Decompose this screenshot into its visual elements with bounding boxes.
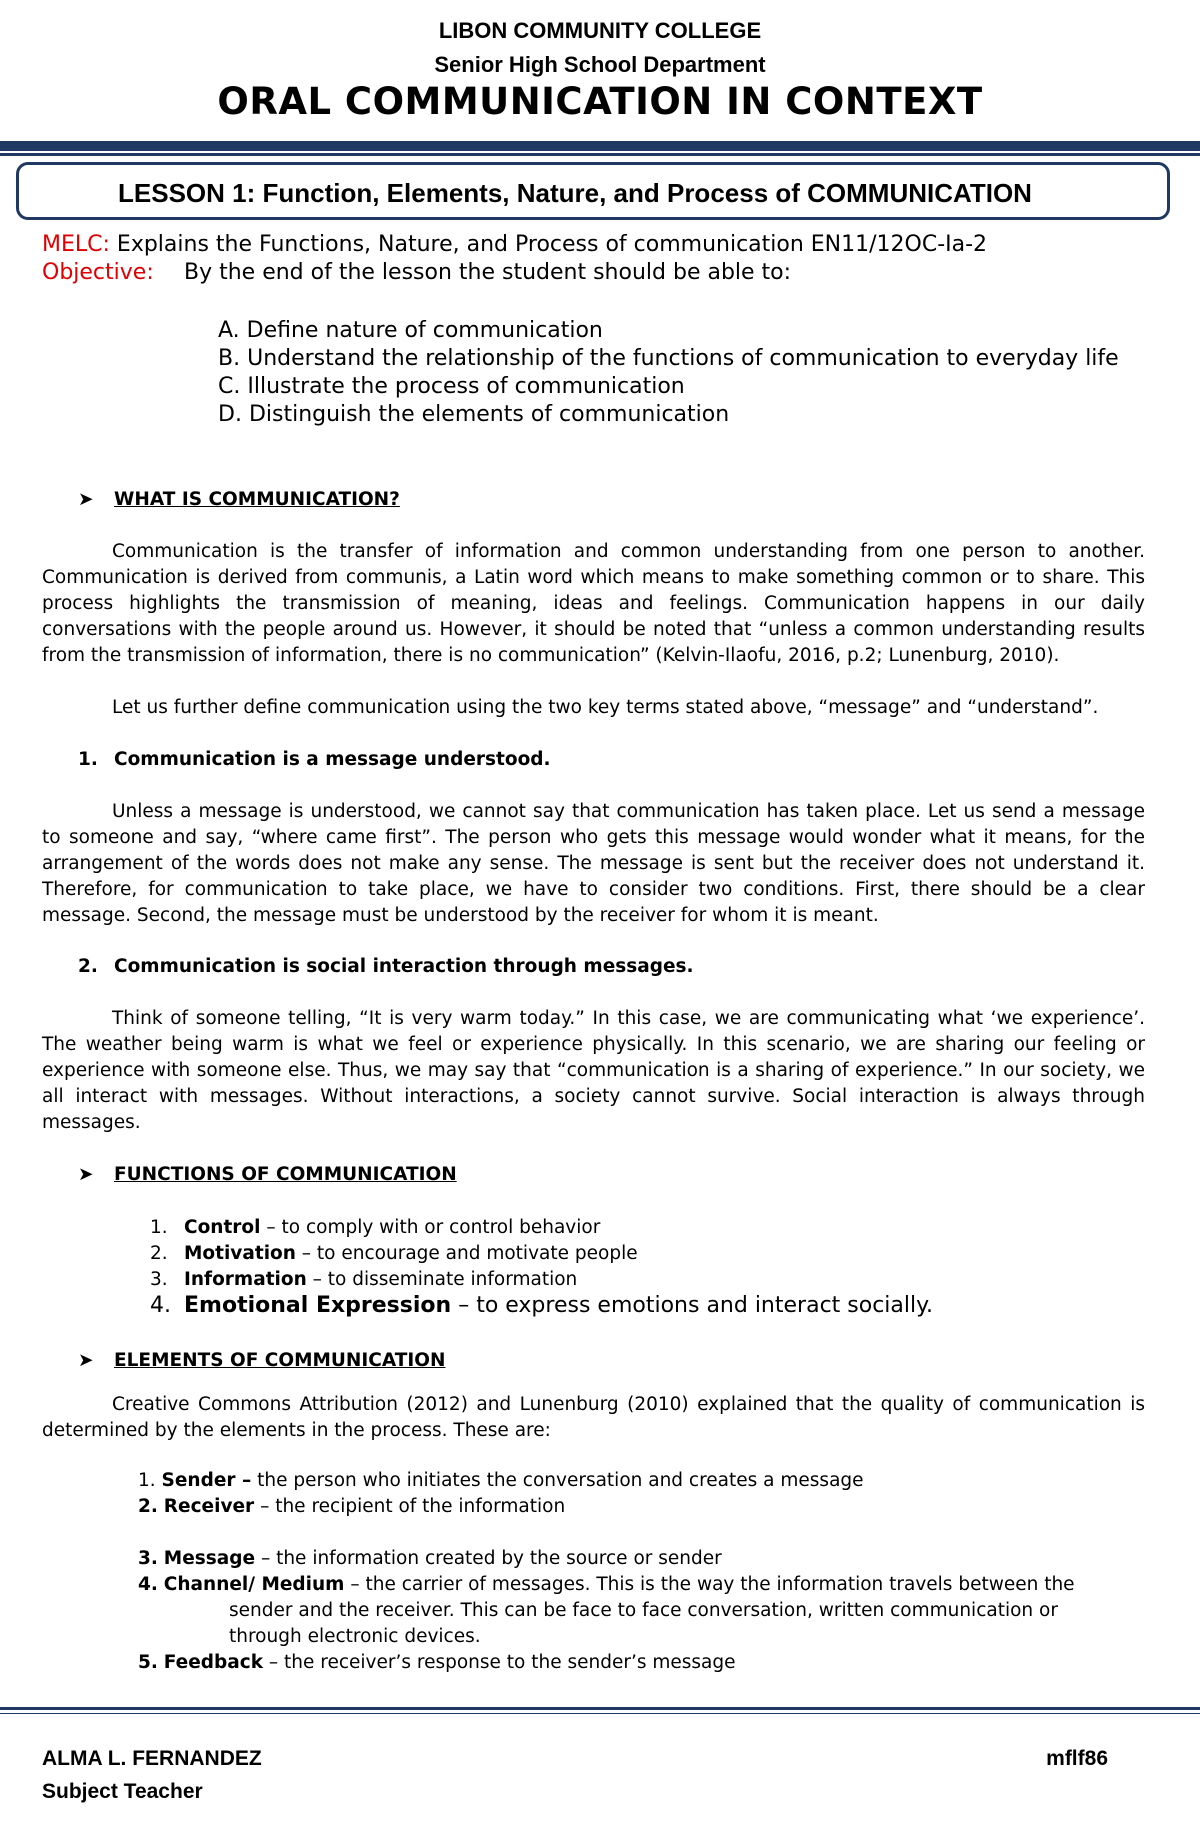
- point1-marker: 1.: [78, 749, 98, 770]
- objective-item: [218, 318, 603, 343]
- melc-line: [42, 232, 987, 257]
- college-name: LIBON COMMUNITY COLLEGE: [438, 18, 762, 43]
- element-item: [138, 1574, 1075, 1595]
- objective-text-a: Define nature of communication: [246, 318, 603, 343]
- objective-item: [218, 402, 729, 427]
- objective-item: [218, 374, 685, 399]
- objective-text-d: Distinguish the elements of communication: [248, 402, 730, 427]
- header-rule-thin: [0, 153, 1200, 156]
- objective-marker: B.: [218, 346, 241, 371]
- function-desc: – to disseminate information: [306, 1269, 578, 1290]
- point1-paragraph: Unless a message is understood, we cannot say that communication has taken place. Let us send a message to someone and say, “where came first”. The person who gets this message would wonder what it means, for the arrangement of the words does not make any sense. The message is sent but the receiver does not understand it. Therefore, for communication to take place, we have to consider two conditions. First, there should be a clear message. Second, the message must be understood by the receiver for whom it is meant.: [42, 801, 1145, 926]
- element-marker: 4.: [138, 1574, 158, 1595]
- functions-heading: [78, 1164, 457, 1185]
- function-desc: – to comply with or control behavior: [260, 1217, 601, 1238]
- element-term: Channel/ Medium: [163, 1574, 345, 1595]
- functions-heading-text: FUNCTIONS OF COMMUNICATION: [114, 1164, 457, 1185]
- function-marker: 3.: [150, 1269, 168, 1290]
- element-marker: 3.: [138, 1548, 158, 1569]
- arrow-bullet-icon: ➤: [78, 489, 94, 510]
- lesson-title: LESSON 1: Function, Elements, Nature, and Process of COMMUNICATION: [118, 178, 1032, 208]
- function-item: [150, 1217, 600, 1238]
- what-is-heading: [78, 489, 400, 510]
- function-desc: – to express emotions and interact socially.: [451, 1293, 933, 1318]
- function-term: Motivation: [184, 1243, 296, 1264]
- melc-label: MELC:: [42, 232, 110, 257]
- element-item: [138, 1652, 736, 1673]
- document-code: mflf86: [1046, 1747, 1108, 1770]
- element-marker: 2.: [138, 1496, 158, 1517]
- department-name: Senior High School Department: [434, 52, 766, 77]
- element-term: Receiver: [163, 1496, 255, 1517]
- element-marker: 5.: [138, 1652, 158, 1673]
- element-item: [138, 1548, 722, 1569]
- function-marker: 4.: [150, 1293, 171, 1318]
- what-is-heading-text: WHAT IS COMMUNICATION?: [114, 489, 400, 510]
- elements-heading: [78, 1350, 445, 1371]
- element-marker: 1.: [138, 1470, 156, 1491]
- objective-text: By the end of the lesson the student should be able to:: [184, 260, 792, 285]
- function-item: [150, 1293, 933, 1318]
- subject-title: ORAL COMMUNICATION IN CONTEXT: [217, 80, 983, 123]
- function-item: [150, 1269, 577, 1290]
- melc-text: Explains the Functions, Nature, and Process of communication EN11/12OC-Ia-2: [109, 232, 988, 257]
- objective-label: Objective:: [42, 260, 154, 285]
- teacher-role: Subject Teacher: [42, 1780, 203, 1803]
- element-term: Message: [163, 1548, 256, 1569]
- point2-marker: 2.: [78, 956, 98, 977]
- function-term: Control: [184, 1217, 261, 1238]
- objective-marker: C.: [218, 374, 241, 399]
- element-term: Feedback: [163, 1652, 264, 1673]
- footer-rule-thin: [0, 1713, 1200, 1714]
- function-marker: 2.: [150, 1243, 168, 1264]
- objective-text-c: Illustrate the process of communication: [247, 374, 685, 399]
- point1-heading-text: Communication is a message understood.: [114, 749, 551, 770]
- element-desc: – the information created by the source or sender: [255, 1548, 722, 1569]
- point2-heading-text: Communication is social interaction through messages.: [114, 956, 694, 977]
- elements-heading-text: ELEMENTS OF COMMUNICATION: [114, 1350, 446, 1371]
- element-desc: – the carrier of messages. This is the way the information travels between the: [344, 1574, 1075, 1595]
- objective-text-b: Understand the relationship of the functions of communication to everyday life: [247, 346, 1119, 371]
- header-rule-thick: [0, 141, 1200, 151]
- objective-item: [218, 346, 1119, 371]
- arrow-bullet-icon: ➤: [78, 1350, 94, 1371]
- objective-marker: D.: [218, 402, 242, 427]
- footer-rule-thick: [0, 1707, 1200, 1710]
- function-term: Information: [184, 1269, 307, 1290]
- teacher-name: ALMA L. FERNANDEZ: [42, 1747, 262, 1770]
- element-item: [138, 1470, 864, 1491]
- objective-line: [42, 260, 792, 285]
- function-term: Emotional Expression: [184, 1293, 452, 1318]
- what-is-paragraph: Communication is the transfer of information and common understanding from one person to another. Communication is derived from communis, a Latin word which means to make something common or to share. This process highlights the transmission of meaning, ideas and feelings. Communication happens in our daily conversations with the people around us. However, it should be noted that “unless a common understanding results from the transmission of information, there is no communication” (Kelvin-Ilaofu, 2016, p.2; Lunenburg, 2010).: [42, 541, 1145, 666]
- element-desc: the person who initiates the conversation and creates a message: [251, 1470, 864, 1491]
- element-item: [138, 1496, 565, 1517]
- point2-paragraph: Think of someone telling, “It is very warm today.” In this case, we are communicating what ‘we experience’. The weather being warm is what we feel or experience physically. In this scenario, we are sharing our feeling or experience with someone else. Thus, we may say that “communication is a sharing of experience.” In our society, we all interact with messages. Without interactions, a society cannot survive. Social interaction is always through messages.: [42, 1008, 1145, 1133]
- element-continuation: sender and the receiver. This can be face to face conversation, written communication or: [229, 1600, 1058, 1621]
- what-is-paragraph-2: Let us further define communication using the two key terms stated above, “message” and “understand”.: [112, 697, 1099, 718]
- point1-heading: [78, 749, 551, 770]
- function-item: [150, 1243, 638, 1264]
- point2-heading: [78, 956, 694, 977]
- element-desc: – the receiver’s response to the sender’s message: [263, 1652, 736, 1673]
- element-term: Sender –: [161, 1470, 252, 1491]
- function-marker: 1.: [150, 1217, 168, 1238]
- element-continuation: through electronic devices.: [229, 1626, 481, 1647]
- function-desc: – to encourage and motivate people: [295, 1243, 638, 1264]
- elements-intro: Creative Commons Attribution (2012) and Lunenburg (2010) explained that the quality of communication is determined by the elements in the process. These are:: [42, 1394, 1145, 1441]
- element-desc: – the recipient of the information: [254, 1496, 566, 1517]
- arrow-bullet-icon: ➤: [78, 1164, 94, 1185]
- objective-marker: A.: [218, 318, 240, 343]
